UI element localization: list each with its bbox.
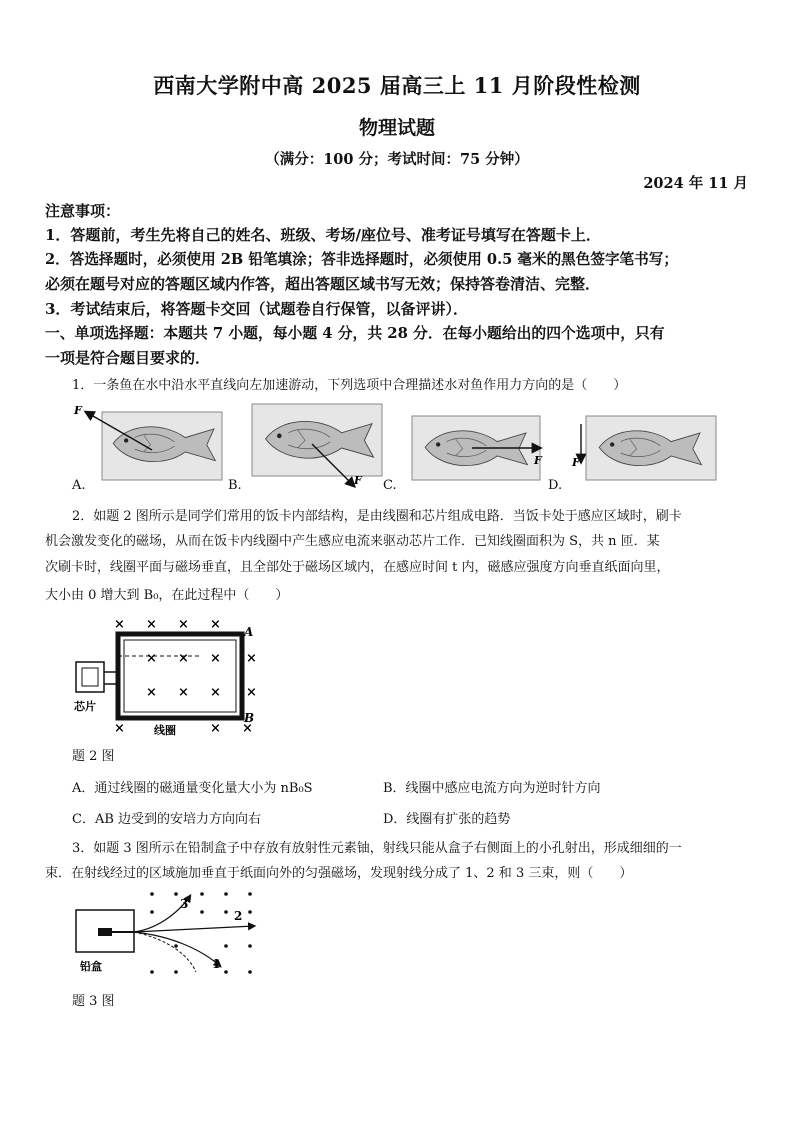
q3-stem-line2: 束．在射线经过的区域施加垂直于纸面向外的匀强磁场，发现射线分成了 1、2 和 3 三束，则（ ） — [45, 866, 633, 881]
q2-option-b: B．线圈中感应电流方向为逆时针方向 — [383, 781, 601, 796]
q2-stem-line1: 2．如题 2 图所示是同学们常用的饭卡内部结构，是由线圈和芯片组成电路．当饭卡处于感应区域时，刷卡 — [72, 509, 682, 524]
q1-option-b-label: B. — [228, 478, 242, 493]
q3-stem-line1: 3．如题 3 图所示在铅制盒子中存放有放射性元素铀，射线只能从盒子右侧面上的小孔射出，形成细细的一 — [72, 841, 682, 856]
q2-option-c: C．AB 边受到的安培力方向向右 — [72, 812, 262, 827]
svg-text:F: F — [354, 474, 362, 487]
svg-text:×: × — [246, 685, 257, 700]
svg-text:×: × — [178, 617, 189, 632]
notice-heading: 注意事项： — [45, 202, 121, 220]
svg-text:F: F — [572, 456, 580, 469]
option-c-image — [412, 416, 543, 480]
subject-title: 物理试题 — [358, 117, 435, 139]
svg-text:×: × — [146, 617, 157, 632]
q1-options-figure — [72, 402, 792, 494]
q2-option-d: D．线圈有扩张的趋势 — [383, 812, 511, 827]
svg-text:×: × — [178, 651, 189, 666]
option-b-image — [252, 404, 382, 487]
q2-figure — [70, 612, 270, 738]
exam-title: 西南大学附中高 2025 届高三上 11 月阶段性检测 — [153, 73, 641, 98]
q1-option-d-label: D. — [548, 478, 563, 493]
q1-option-c-label: C. — [383, 478, 397, 493]
svg-text:×: × — [114, 617, 125, 632]
section-heading-line1: 一、单项选择题：本题共 7 小题，每小题 4 分，共 28 分．在每小题给出的四个选项中，只有 — [45, 325, 665, 342]
svg-text:×: × — [210, 651, 221, 666]
option-a-image — [73, 404, 222, 480]
q2-label-a: A — [244, 625, 254, 639]
q3-caption: 题 3 图 — [72, 994, 115, 1009]
q2-chip-label: 芯片 — [74, 700, 96, 713]
svg-text:×: × — [114, 721, 125, 736]
svg-text:×: × — [210, 721, 221, 736]
svg-text:×: × — [210, 685, 221, 700]
q1-force-label-a: F — [74, 404, 82, 417]
svg-text:×: × — [146, 685, 157, 700]
svg-text:×: × — [178, 685, 189, 700]
q2-stem-line3: 次刷卡时，线圈平面与磁场垂直，且全部处于磁场区域内，在感应时间 t 内，磁感应强度方向垂直纸面向里， — [45, 560, 670, 575]
exam-info: （满分：100 分；考试时间：75 分钟） — [265, 151, 529, 168]
q2-caption: 题 2 图 — [72, 749, 115, 764]
section-heading-line2: 一项是符合题目要求的． — [45, 349, 211, 367]
q3-ray-3-label: 3 — [180, 897, 189, 911]
q1-stem: 1．一条鱼在水中沿水平直线向左加速游动，下列选项中合理描述水对鱼作用力方向的是（ ） — [72, 378, 627, 393]
svg-text:×: × — [242, 721, 253, 736]
q3-figure — [72, 888, 272, 980]
q3-ray-1-label: 1 — [212, 957, 221, 971]
notice-item-3: 3．考试结束后，将答题卡交回（试题卷自行保管，以备评讲）． — [45, 300, 468, 318]
q2-stem-line2: 机会激发变化的磁场，从而在饭卡内线圈中产生感应电流来驱动芯片工作．已知线圈面积为 S，共 n 匝．某 — [45, 534, 660, 549]
q2-option-a: A．通过线圈的磁通量变化量大小为 nB₀S — [72, 781, 313, 796]
notice-item-2: 2．答选择题时，必须使用 2B 铅笔填涂；答非选择题时，必须使用 0.5 毫米的黑色签字笔书写； — [45, 251, 678, 268]
q2-label-b: B — [244, 711, 255, 725]
q1-fish-diagrams — [72, 402, 792, 494]
q2-stem-line4: 大小由 0 增大到 B₀，在此过程中（ ） — [45, 588, 289, 603]
q3-magnetic-field-dots — [150, 892, 252, 974]
q3-box-label: 铅盒 — [80, 960, 102, 973]
q3-ray-2-label: 2 — [234, 909, 243, 923]
option-d-image — [571, 416, 716, 480]
q2-coil-label: 线圈 — [154, 724, 176, 737]
svg-text:×: × — [146, 651, 157, 666]
svg-text:×: × — [246, 651, 257, 666]
notice-item-2-cont: 必须在题号对应的答题区域内作答，超出答题区域书写无效；保持答卷清洁、完整． — [45, 275, 601, 293]
q1-option-a-label: A. — [72, 478, 86, 493]
exam-date: 2024 年 11 月 — [643, 175, 748, 192]
svg-text:×: × — [210, 617, 221, 632]
svg-text:F: F — [534, 454, 542, 467]
notice-item-1: 1．答题前，考生先将自己的姓名、班级、考场/座位号、准考证号填写在答题卡上． — [45, 226, 601, 244]
